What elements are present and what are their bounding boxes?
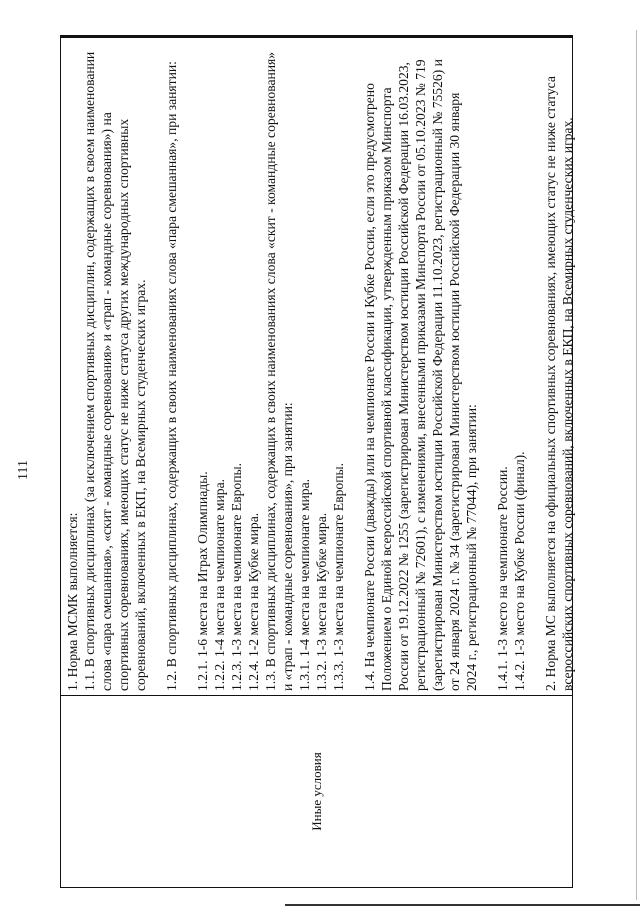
table-label-cell <box>61 695 572 887</box>
scan-edge-line <box>636 30 637 900</box>
text-line: 1.2.3. 1-3 места на чемпионате Европы. <box>229 462 244 691</box>
page-number: 111 <box>16 460 31 480</box>
norm-paragraph <box>194 38 347 691</box>
text-line: и «трап - командные соревнования», при занятии: <box>280 402 295 691</box>
text-line: регистрационный № 72601), с изменениями, внесенными приказами Минспорта России от 05.10.2023 № 719 <box>413 59 428 691</box>
text-line: 1.2.1. 1-6 места на Играх Олимпиады. <box>195 471 210 691</box>
conditions-table <box>60 35 573 888</box>
text-line: России от 19.12.2022 № 1255 (зарегистрирован Министерством юстиции Российской Федерации 16.03.2023, <box>396 62 411 691</box>
text-line: слова «пара смешанная», «скит - командные соревнования» и «трап - командные соревнования») на <box>99 112 114 691</box>
text-line: 1.4.2. 1-3 место на Кубке России (финал). <box>512 451 527 691</box>
text-line: 1.4. На чемпионате России (дважды) или на чемпионате России и Кубке России, если это предусмотрено <box>362 83 377 691</box>
norm-paragraph <box>361 38 480 691</box>
rotated-table-content <box>60 35 573 888</box>
text-line: Положением о Единой всероссийской спортивной классификации, утвержденным приказом Минспорта <box>379 87 394 691</box>
text-line: всероссийских спортивных соревнований, включенных в ЕКП, на Всемирных студенческих играх. <box>560 117 575 691</box>
text-line: 2. Норма МС выполняется на официальных спортивных соревнованиях, имеющих статус не ниже статуса <box>543 76 558 691</box>
text-line: 1. Норма МСМК выполняется: <box>65 512 80 691</box>
text-line: спортивных соревнованиях, имеющих статус не ниже статуса других международных спортивных <box>116 118 131 691</box>
norm-paragraph <box>64 38 149 691</box>
text-line: 1.3. В спортивных дисциплинах, содержащих в своих наименованиях слова «скит - командные соревнования» <box>263 51 278 691</box>
text-line: 1.3.1. 1-4 места на чемпионате мира. <box>297 478 312 691</box>
text-line: 1.2.4. 1-2 места на Кубке мира. <box>246 512 261 691</box>
scan-edge-line <box>285 904 640 906</box>
text-line: 1.3.2. 1-3 места на Кубке мира. <box>314 512 329 691</box>
text-line: соревнований, включенных в ЕКП, на Всемирных студенческих играх. <box>133 279 148 691</box>
text-line: (зарегистрирован Министерством юстиции Российской Федерации 11.10.2023, регистрационный № 75526) и <box>430 59 445 691</box>
text-line: 1.2. В спортивных дисциплинах, содержащих в своих наименованиях слова «пара смешанная», при занятии: <box>164 61 179 691</box>
norm-paragraph <box>494 38 528 691</box>
text-line: 1.4.1. 1-3 место на чемпионате России. <box>495 466 510 691</box>
other-conditions-label: Иные условия <box>308 752 324 831</box>
text-line: 2024 г., регистрационный № 77044), при занятии: <box>464 404 479 691</box>
text-line: 1.3.3. 1-3 места на чемпионате Европы. <box>331 462 346 691</box>
text-line: от 24 января 2024 г. № 34 (зарегистрирован Министерством юстиции Российской Федерации 30 января <box>447 92 462 691</box>
text-line: 1.1. В спортивных дисциплинах (за исключением спортивных дисциплин, содержащих в своем наименовании <box>82 51 97 691</box>
text-line: 1.2.2. 1-4 места на чемпионате мира. <box>212 478 227 691</box>
norm-paragraph <box>542 38 576 691</box>
norm-paragraph <box>163 38 180 691</box>
table-content-cell <box>61 38 575 695</box>
